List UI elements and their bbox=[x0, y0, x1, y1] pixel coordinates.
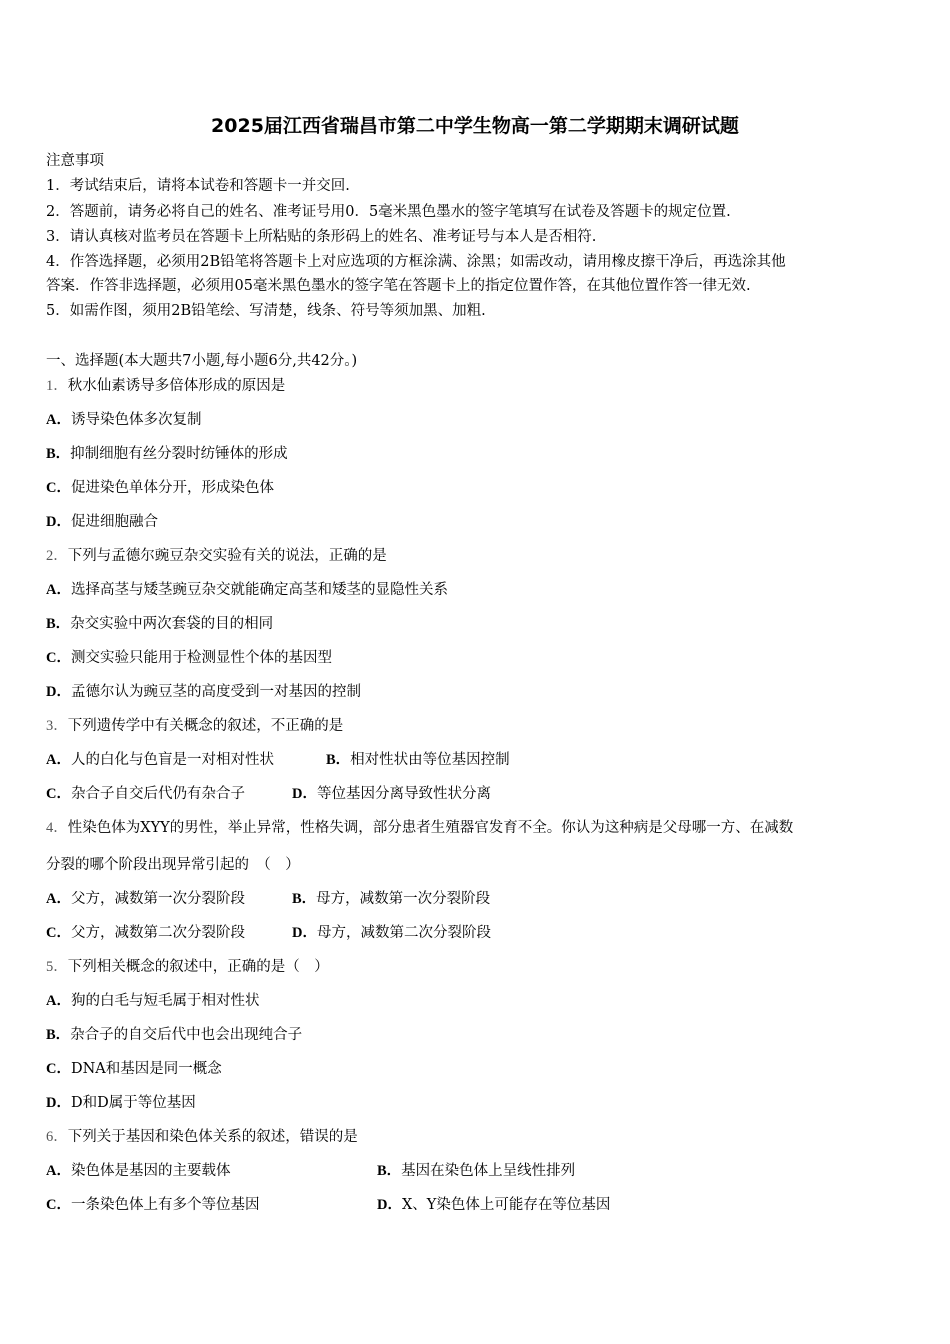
option-q3-b: B．相对性状由等位基因控制 bbox=[326, 752, 510, 768]
option-q5-a: A．狗的白毛与短毛属于相对性状 bbox=[46, 993, 260, 1009]
option-q2-c: C．测交实验只能用于检测显性个体的基因型 bbox=[46, 650, 332, 666]
option-q5-c: C．DNA和基因是同一概念 bbox=[46, 1061, 222, 1077]
question-3 bbox=[46, 717, 343, 735]
question-number: 3． bbox=[46, 718, 68, 734]
question-number: 6． bbox=[46, 1129, 68, 1145]
option-q1-b: B．抑制细胞有丝分裂时纺锤体的形成 bbox=[46, 446, 288, 462]
question-5 bbox=[46, 958, 329, 976]
question-number: 2． bbox=[46, 548, 68, 564]
section-heading: 一、选择题(本大题共7小题,每小题6分,共42分。) bbox=[46, 353, 358, 369]
exam-title: 2025届江西省瑞昌市第二中学生物高一第二学期期末调研试题 bbox=[211, 115, 739, 137]
question-1 bbox=[46, 377, 285, 395]
notice-item-5: 5．如需作图，须用2B铅笔绘、写清楚，线条、符号等须加黑、加粗. bbox=[46, 303, 486, 319]
option-q2-d: D．孟德尔认为豌豆茎的高度受到一对基因的控制 bbox=[46, 684, 361, 700]
question-stem: 下列相关概念的叙述中，正确的是（ ） bbox=[67, 959, 329, 975]
question-stem: 性染色体为XYY的男性，举止异常，性格失调，部分患者生殖器官发育不全。你认为这种病是父母哪一方、在减数 bbox=[67, 820, 794, 836]
option-q6-d: D．X、Y染色体上可能存在等位基因 bbox=[377, 1197, 611, 1213]
option-q5-b: B．杂合子的自交后代中也会出现纯合子 bbox=[46, 1027, 303, 1043]
option-q6-b: B．基因在染色体上呈线性排列 bbox=[377, 1163, 576, 1179]
notice-item-4: 4．作答选择题，必须用2B铅笔将答题卡上对应选项的方框涂满、涂黑；如需改动，请用橡皮擦干净后，再选涂其他 bbox=[46, 254, 786, 270]
option-q4-c: C．父方，减数第二次分裂阶段 bbox=[46, 925, 245, 941]
notice-item-1: 1．考试结束后，请将本试卷和答题卡一并交回. bbox=[46, 178, 350, 194]
option-q3-d: D．等位基因分离导致性状分离 bbox=[292, 786, 491, 802]
option-q2-b: B．杂交实验中两次套袋的目的相同 bbox=[46, 616, 274, 632]
option-q4-d: D．母方，减数第二次分裂阶段 bbox=[292, 925, 491, 941]
question-stem: 下列遗传学中有关概念的叙述，不正确的是 bbox=[67, 718, 344, 734]
option-q6-c: C．一条染色体上有多个等位基因 bbox=[46, 1197, 260, 1213]
notice-item-3: 3．请认真核对监考员在答题卡上所粘贴的条形码上的姓名、准考证号与本人是否相符. bbox=[46, 229, 597, 245]
question-stem: 下列关于基因和染色体关系的叙述，错误的是 bbox=[67, 1129, 358, 1145]
option-q6-a: A．染色体是基因的主要载体 bbox=[46, 1163, 231, 1179]
question-number: 1． bbox=[46, 378, 68, 394]
question-6 bbox=[46, 1128, 358, 1146]
question-4 bbox=[46, 819, 793, 837]
option-q4-a: A．父方，减数第一次分裂阶段 bbox=[46, 891, 245, 907]
notice-item-4-cont: 答案．作答非选择题，必须用05毫米黑色墨水的签字笔在答题卡上的指定位置作答，在其他位置作答一律无效. bbox=[46, 278, 751, 294]
question-number: 4． bbox=[46, 820, 68, 836]
option-q1-c: C．促进染色单体分开，形成染色体 bbox=[46, 480, 274, 496]
question-number: 5． bbox=[46, 959, 68, 975]
option-q2-a: A．选择高茎与矮茎豌豆杂交就能确定高茎和矮茎的显隐性关系 bbox=[46, 582, 448, 598]
notice-heading: 注意事项 bbox=[46, 153, 104, 169]
option-q1-d: D．促进细胞融合 bbox=[46, 514, 158, 530]
option-q3-a: A．人的白化与色盲是一对相对性状 bbox=[46, 752, 274, 768]
notice-item-2: 2．答题前，请务必将自己的姓名、准考证号用0．5毫米黑色墨水的签字笔填写在试卷及答题卡的规定位置. bbox=[46, 204, 731, 220]
question-stem: 下列与孟德尔豌豆杂交实验有关的说法，正确的是 bbox=[67, 548, 387, 564]
option-q1-a: A．诱导染色体多次复制 bbox=[46, 412, 202, 428]
question-4-cont: 分裂的哪个阶段出现异常引起的 （ ） bbox=[46, 857, 300, 873]
option-q5-d: D．D和D属于等位基因 bbox=[46, 1095, 196, 1111]
option-q3-c: C．杂合子自交后代仍有杂合子 bbox=[46, 786, 245, 802]
option-q4-b: B．母方，减数第一次分裂阶段 bbox=[292, 891, 491, 907]
question-stem: 秋水仙素诱导多倍体形成的原因是 bbox=[67, 378, 286, 394]
question-2 bbox=[46, 547, 387, 565]
